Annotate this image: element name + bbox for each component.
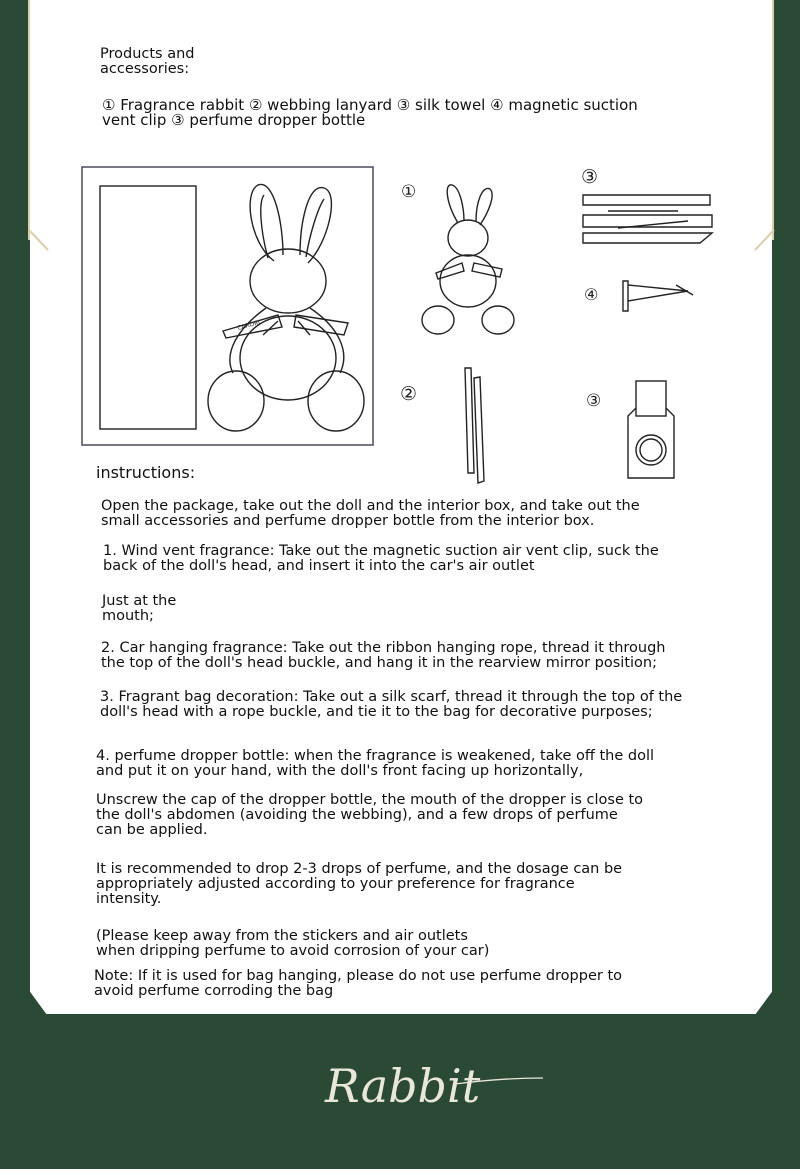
label-4: ④ — [584, 285, 599, 304]
paragraph-open: Open the package, take out the doll and the interior box, and take out the small accessories and perfume dropper bottle from the interior box. — [101, 498, 640, 529]
package-frame — [82, 167, 373, 445]
interior-box — [100, 186, 196, 429]
paragraph-note: Note: If it is used for bag hanging, please do not use perfume dropper to avoid perfume corroding the bag — [94, 968, 623, 999]
ribbon-text: CARORI — [236, 319, 261, 332]
instructions-heading: instructions: — [96, 463, 196, 482]
dropper-bottle-icon — [628, 381, 674, 478]
paragraph-dropper: 4. perfume dropper bottle: when the fragrance is weakened, take off the doll and put it on your hand, with the doll's front facing up horizontally, — [96, 748, 655, 779]
left-notch — [28, 228, 52, 254]
label-3-bottle: ③ — [586, 391, 602, 411]
products-list: ① Fragrance rabbit ② webbing lanyard ③ silk towel ④ magnetic suction vent clip ③ perfume dropper bottle — [102, 96, 638, 129]
silk-towel-icon — [583, 195, 712, 243]
right-gold-line — [772, 0, 774, 240]
products-heading: Products and accessories: — [100, 46, 195, 77]
label-1: ① — [401, 182, 417, 202]
paragraph-hanging: 2. Car hanging fragrance: Take out the ribbon hanging rope, thread it through the top of the doll's head buckle, and hang it in the rearview mirror position; — [101, 640, 666, 671]
label-2: ② — [400, 383, 418, 405]
svg-text:Rabbit: Rabbit — [325, 1059, 481, 1113]
paragraph-recommend: It is recommended to drop 2-3 drops of perfume, and the dosage can be appropriately adjusted according to your preference for fragrance intensity. — [96, 861, 623, 907]
product-illustration — [78, 163, 738, 485]
vent-clip-icon — [623, 281, 693, 311]
rabbit-small-icon — [422, 185, 514, 334]
paragraph-keep-away: (Please keep away from the stickers and air outlets when dripping perfume to avoid corrosion of your car) — [96, 928, 490, 959]
rabbit-large-icon — [208, 184, 364, 431]
paragraph-mouth: Just at the mouth; — [102, 593, 177, 624]
paragraph-vent: 1. Wind vent fragrance: Take out the magnetic suction air vent clip, suck the back of the doll's head, and insert it into the car's air outlet — [103, 543, 659, 574]
rabbit-signature — [315, 1040, 555, 1140]
paragraph-unscrew: Unscrew the cap of the dropper bottle, the mouth of the dropper is close to the doll's abdomen (avoiding the webbing), and a few drops of perfume can be applied. — [96, 792, 644, 838]
lanyard-icon — [465, 368, 484, 483]
paragraph-bag: 3. Fragrant bag decoration: Take out a silk scarf, thread it through the top of the doll's head with a rope buckle, and tie it to the bag for decorative purposes; — [100, 689, 683, 720]
left-gold-line — [28, 0, 30, 240]
label-3-towel: ③ — [581, 166, 599, 188]
right-notch — [752, 228, 776, 254]
